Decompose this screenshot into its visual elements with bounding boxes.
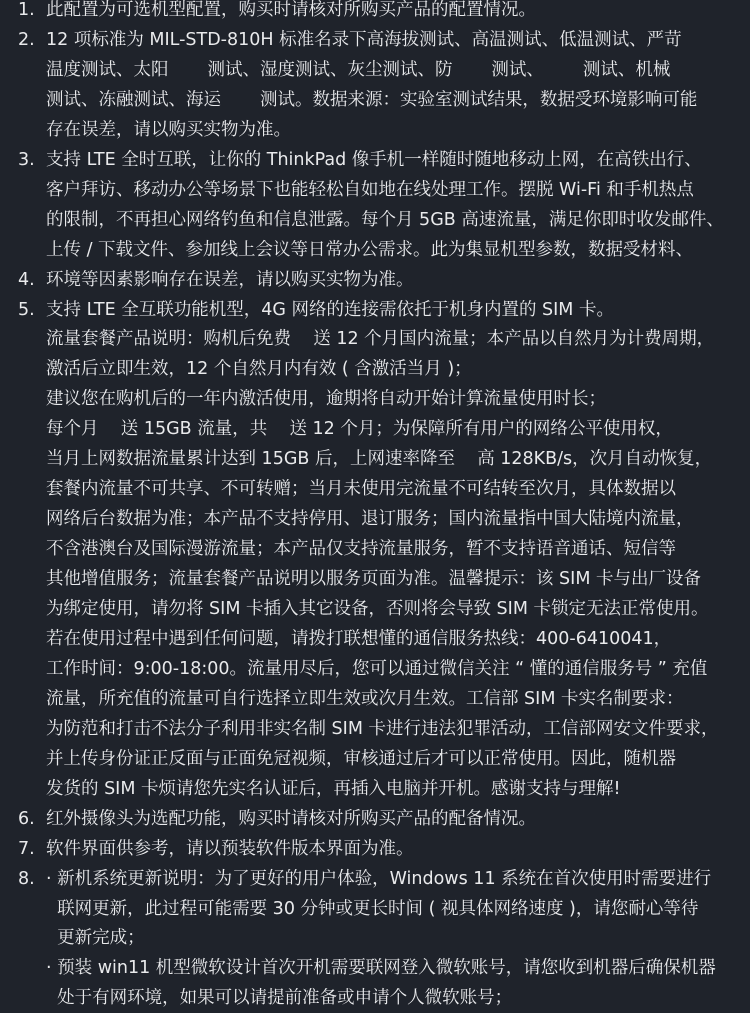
note-line: 存在误差，请以购买实物为准。 [46, 119, 291, 140]
note-line: 支持 LTE 全时互联，让你的 ThinkPad 像手机一样随时随地移动上网，在高铁出行、 [46, 149, 702, 170]
note-number: 4. [18, 269, 35, 290]
note-line: 为绑定使用，请勿将 SIM 卡插入其它设备，否则将会导致 SIM 卡锁定无法正常使用。 [46, 599, 709, 619]
note-line: 温度测试、太阳 测试、湿度测试、灰尘测试、防 测试、 测试、机械 [46, 59, 671, 80]
note-line: 上传 / 下载文件、参加线上会议等日常办公需求。此为集显机型参数，数据受材料、 [46, 239, 694, 260]
note-number: 2. [18, 29, 35, 50]
note-line: 为防范和打击不法分子利用非实名制 SIM 卡进行违法犯罪活动，工信部网安文件要求， [46, 718, 719, 739]
note-number: 6. [18, 808, 35, 829]
note-line: 支持 LTE 全互联功能机型，4G 网络的连接需依托于机身内置的 SIM 卡。 [46, 299, 614, 320]
note-line: 测试、冻融测试、海运 测试。数据来源：实验室测试结果，数据受环境影响可能 [46, 89, 698, 110]
note-line: 发货的 SIM 卡烦请您先实名认证后，再插入电脑并开机。感谢支持与理解! [46, 778, 621, 799]
note-line: 每个月 送 15GB 流量，共 送 12 个月；为保障所有用户的网络公平使用权， [46, 419, 673, 440]
note-line: 更新完成； [46, 928, 145, 949]
note-line: 若在使用过程中遇到任何问题，请拨打联想懂的通信服务热线：400-6410041， [46, 628, 672, 649]
note-line: 网络后台数据为准；本产品不支持停用、退订服务；国内流量指中国大陆境内流量， [46, 509, 694, 530]
note-line: 工作时间：9:00-18:00。流量用尽后，您可以通过微信关注 “ 懂的通信服务号 ” 充值 [46, 658, 708, 679]
note-line: 流量，所充值的流量可自行选择立即生效或次月生效。工信部 SIM 卡实名制要求： [46, 688, 684, 709]
note-line: 红外摄像头为选配功能，购买时请核对所购买产品的配备情况。 [46, 808, 536, 829]
note-line: 不含港澳台及国际漫游流量；本产品仅支持流量服务，暂不支持语音通话、短信等 [46, 539, 676, 560]
note-line: · 新机系统更新说明：为了更好的用户体验，Windows 11 系统在首次使用时需要进行 [46, 868, 712, 889]
note-line: 软件界面供参考，请以预装软件版本界面为准。 [46, 838, 414, 859]
note-line: 环境等因素影响存在误差，请以购买实物为准。 [46, 269, 414, 290]
note-number: 5. [18, 299, 35, 320]
note-number: 1. [18, 0, 35, 20]
note-line: 并上传身份证正反面与正面免冠视频，审核通过后才可以正常使用。因此，随机器 [46, 748, 676, 769]
note-number: 8. [18, 868, 35, 889]
note-line: 建议您在购机后的一年内激活使用，逾期将自动开始计算流量使用时长； [46, 389, 606, 410]
note-line: 当月上网数据流量累计达到 15GB 后，上网速率降至 高 128KB/s，次月自动恢复， [46, 449, 713, 470]
note-line: 套餐内流量不可共享、不可转赠；当月未使用完流量不可结转至次月，具体数据以 [46, 479, 676, 500]
note-line: 12 项标准为 MIL-STD-810H 标准名录下高海拔测试、高温测试、低温测试、严苛 [46, 29, 682, 50]
note-line: 其他增值服务；流量套餐产品说明以服务页面为准。温馨提示：该 SIM 卡与出厂设备 [46, 569, 701, 590]
note-line: · 预装 win11 机型微软设计首次开机需要联网登入微软账号，请您收到机器后确保机器 [46, 958, 716, 979]
note-line: 此配置为可选机型配置，购买时请核对所购买产品的配置情况。 [46, 0, 536, 20]
note-line: 联网更新，此过程可能需要 30 分钟或更长时间 ( 视具体网络速度 )，请您耐心等待 [46, 898, 699, 919]
note-line: 处于有网环境，如果可以请提前准备或申请个人微软账号； [46, 988, 513, 1009]
note-line: 流量套餐产品说明：购机后免费 送 12 个月国内流量；本产品以自然月为计费周期， [46, 329, 715, 350]
note-number: 3. [18, 149, 35, 170]
note-line: 激活后立即生效，12 个自然月内有效 ( 含激活当月 )； [46, 359, 472, 380]
note-line: 的限制，不再担心网络钓鱼和信息泄露。每个月 5GB 高速流量，满足你即时收发邮件、 [46, 209, 724, 230]
note-line: 客户拜访、移动办公等场景下也能轻松自如地在线处理工作。摆脱 Wi-Fi 和手机热点 [46, 179, 694, 200]
note-number: 7. [18, 838, 35, 859]
